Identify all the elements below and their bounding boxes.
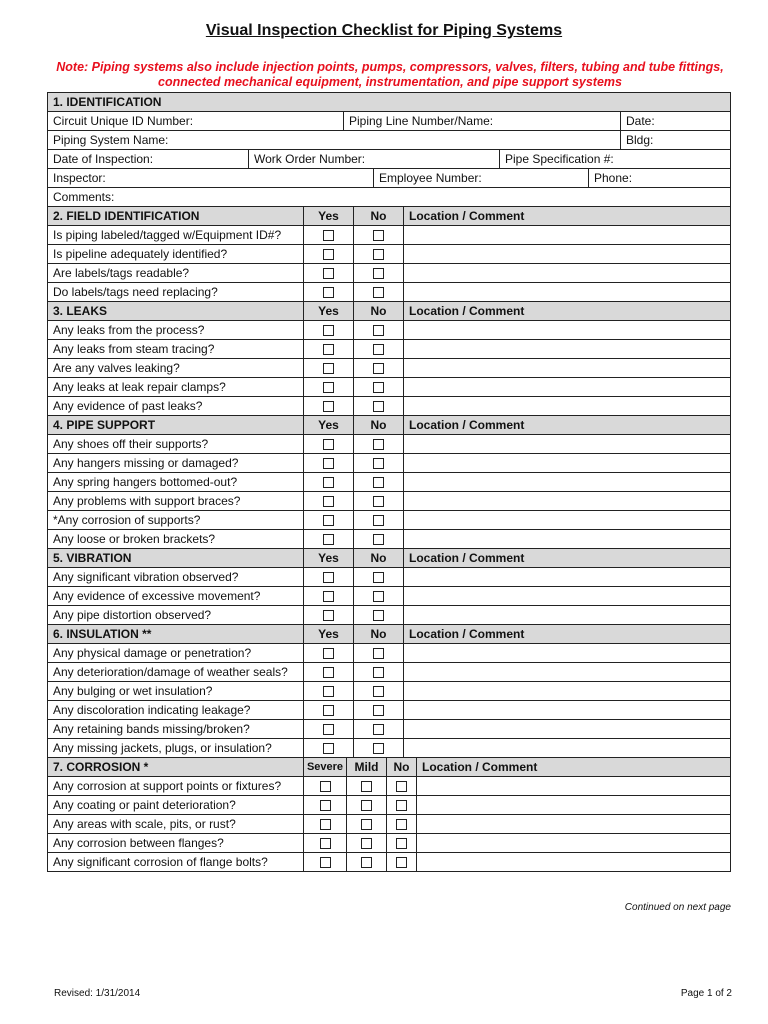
checklist-row <box>47 434 731 454</box>
question-label: Any leaks at leak repair clamps? <box>53 380 226 394</box>
comment-field[interactable] <box>403 245 730 263</box>
checklist-row <box>47 586 731 606</box>
yes-checkbox[interactable] <box>323 724 334 735</box>
no-checkbox[interactable] <box>373 230 384 241</box>
comment-field[interactable] <box>403 435 730 453</box>
system-name-field[interactable]: Piping System Name: <box>53 133 169 147</box>
no-checkbox[interactable] <box>373 249 384 260</box>
checklist-row <box>47 814 731 834</box>
checklist-row <box>47 472 731 492</box>
yes-checkbox[interactable] <box>323 591 334 602</box>
checkbox-cell <box>346 834 386 852</box>
checkbox-cell <box>303 378 353 396</box>
no-checkbox[interactable] <box>373 477 384 488</box>
no-checkbox[interactable] <box>373 458 384 469</box>
comment-field[interactable] <box>403 359 730 377</box>
checkbox-cell <box>303 530 353 548</box>
yes-checkbox[interactable] <box>323 268 334 279</box>
checkbox-cell <box>353 682 403 700</box>
question-label: Do labels/tags need replacing? <box>53 285 218 299</box>
document-title: Visual Inspection Checklist for Piping Systems <box>205 22 563 39</box>
checkbox-cell <box>346 815 386 833</box>
no-checkbox[interactable] <box>373 325 384 336</box>
comment-field[interactable] <box>403 454 730 472</box>
note-text: Note: Piping systems also include injection points, pumps, compressors, valves, filters, tubing and tube fittings, connected mechanical equipment, instrumentation, and pipe support systems <box>56 60 724 89</box>
checkbox-cell <box>303 226 353 244</box>
checkbox-cell <box>386 853 416 871</box>
question-label: Any pipe distortion observed? <box>53 608 212 622</box>
comment-field[interactable] <box>403 340 730 358</box>
checkbox-cell <box>386 796 416 814</box>
no-checkbox[interactable] <box>373 439 384 450</box>
checklist-row <box>47 776 731 796</box>
checkbox-cell <box>303 682 353 700</box>
comment-field[interactable] <box>403 682 730 700</box>
comment-field[interactable] <box>403 530 730 548</box>
checklist-sections <box>47 206 731 872</box>
yes-checkbox[interactable] <box>323 686 334 697</box>
work-order-field[interactable]: Work Order Number: <box>248 150 499 168</box>
yes-checkbox[interactable] <box>323 439 334 450</box>
no-checkbox[interactable] <box>373 515 384 526</box>
checkbox-cell <box>353 587 403 605</box>
question-label: Any discoloration indicating leakage? <box>53 703 251 717</box>
checklist-row <box>47 453 731 473</box>
comment-field[interactable] <box>416 853 730 871</box>
checkbox-cell <box>353 378 403 396</box>
checkbox-cell <box>353 511 403 529</box>
checklist-row <box>47 738 731 758</box>
section-header <box>47 757 731 777</box>
question-label: Any corrosion between flanges? <box>53 836 224 850</box>
column-header-yes: Yes <box>303 625 353 643</box>
checkbox-cell <box>303 245 353 263</box>
checkbox-cell <box>303 473 353 491</box>
comment-field[interactable] <box>403 226 730 244</box>
checkbox-cell <box>353 226 403 244</box>
no-checkbox[interactable] <box>373 287 384 298</box>
question-label: Any evidence of past leaks? <box>53 399 203 413</box>
question-label: Any spring hangers bottomed-out? <box>53 475 238 489</box>
checklist-row <box>47 358 731 378</box>
checkbox-cell <box>303 720 353 738</box>
yes-checkbox[interactable] <box>323 382 334 393</box>
column-header-no: No <box>353 207 403 225</box>
section-title: 1. IDENTIFICATION <box>53 95 162 109</box>
column-header-yes: Yes <box>303 207 353 225</box>
column-header-yes: Yes <box>303 416 353 434</box>
checkbox-cell <box>303 568 353 586</box>
checkbox-cell <box>353 568 403 586</box>
comment-field[interactable] <box>403 606 730 624</box>
section-header <box>47 206 731 226</box>
checkbox-cell <box>303 815 346 833</box>
checkbox-cell <box>303 340 353 358</box>
checklist-row <box>47 567 731 587</box>
yes-checkbox[interactable] <box>323 325 334 336</box>
checkbox-cell <box>353 435 403 453</box>
section-header <box>47 301 731 321</box>
column-header-comment: Location / Comment <box>403 302 730 320</box>
comment-field[interactable] <box>416 796 730 814</box>
continued-note: Continued on next page <box>624 902 731 913</box>
yes-checkbox[interactable] <box>323 363 334 374</box>
no-checkbox[interactable] <box>373 401 384 412</box>
column-header-no: No <box>353 625 403 643</box>
checkbox-cell <box>353 606 403 624</box>
checkbox-cell <box>303 435 353 453</box>
question-label: Is pipeline adequately identified? <box>53 247 228 261</box>
checkbox-cell <box>303 834 346 852</box>
comment-field[interactable] <box>416 777 730 795</box>
checklist-row <box>47 643 731 663</box>
checkbox-cell <box>303 454 353 472</box>
checklist-row <box>47 681 731 701</box>
identification-row <box>47 187 731 207</box>
identification-row <box>47 168 731 188</box>
no-checkbox[interactable] <box>373 534 384 545</box>
mild-checkbox[interactable] <box>361 781 372 792</box>
section-header <box>47 415 731 435</box>
severe-checkbox[interactable] <box>320 819 331 830</box>
no-checkbox[interactable] <box>396 838 407 849</box>
question-label: Any leaks from the process? <box>53 323 205 337</box>
mild-checkbox[interactable] <box>361 838 372 849</box>
checkbox-cell <box>353 492 403 510</box>
comment-field[interactable] <box>403 473 730 491</box>
no-checkbox[interactable] <box>373 686 384 697</box>
question-label: Any hangers missing or damaged? <box>53 456 239 470</box>
question-label: Any corrosion at support points or fixtures? <box>53 779 282 793</box>
checklist-row <box>47 700 731 720</box>
question-label: Any retaining bands missing/broken? <box>53 722 250 736</box>
no-checkbox[interactable] <box>373 743 384 754</box>
no-checkbox[interactable] <box>373 382 384 393</box>
no-checkbox[interactable] <box>396 819 407 830</box>
checkbox-cell <box>303 359 353 377</box>
checkbox-cell <box>346 796 386 814</box>
severe-checkbox[interactable] <box>320 800 331 811</box>
comment-field[interactable] <box>403 587 730 605</box>
identification-row <box>47 149 731 169</box>
date-field[interactable]: Date: <box>620 112 730 130</box>
checkbox-cell <box>386 815 416 833</box>
section-title: 6. INSULATION ** <box>53 627 152 641</box>
checkbox-cell <box>353 720 403 738</box>
line-number-field[interactable]: Piping Line Number/Name: <box>343 112 620 130</box>
checkbox-cell <box>353 321 403 339</box>
checklist-row <box>47 320 731 340</box>
checkbox-cell <box>303 853 346 871</box>
comment-field[interactable] <box>403 397 730 415</box>
checklist-row <box>47 852 731 872</box>
section-title: 7. CORROSION * <box>53 760 149 774</box>
question-label: Is piping labeled/tagged w/Equipment ID#? <box>53 228 282 242</box>
checkbox-cell <box>303 644 353 662</box>
column-header-mild: Mild <box>346 758 386 776</box>
revised-date: Revised: 1/31/2014 <box>54 988 141 999</box>
severe-checkbox[interactable] <box>320 838 331 849</box>
checkbox-cell <box>303 739 353 757</box>
question-label: Any significant vibration observed? <box>53 570 239 584</box>
column-header-comment: Location / Comment <box>403 549 730 567</box>
question-label: Are any valves leaking? <box>53 361 180 375</box>
inspection-date-field[interactable]: Date of Inspection: <box>53 152 154 166</box>
checkbox-cell <box>303 606 353 624</box>
phone-field[interactable]: Phone: <box>588 169 730 187</box>
severe-checkbox[interactable] <box>320 781 331 792</box>
yes-checkbox[interactable] <box>323 534 334 545</box>
checklist-row <box>47 225 731 245</box>
checkbox-cell <box>353 530 403 548</box>
comment-field[interactable] <box>403 663 730 681</box>
question-label: Any areas with scale, pits, or rust? <box>53 817 236 831</box>
checkbox-cell <box>353 359 403 377</box>
no-checkbox[interactable] <box>373 496 384 507</box>
checkbox-cell <box>353 340 403 358</box>
checkbox-cell <box>353 283 403 301</box>
section-title: 2. FIELD IDENTIFICATION <box>53 209 200 223</box>
yes-checkbox[interactable] <box>323 705 334 716</box>
comment-field[interactable] <box>403 568 730 586</box>
no-checkbox[interactable] <box>373 572 384 583</box>
comment-field[interactable] <box>403 739 730 757</box>
checklist-row <box>47 833 731 853</box>
employee-number-field[interactable]: Employee Number: <box>373 169 588 187</box>
checkbox-cell <box>353 397 403 415</box>
yes-checkbox[interactable] <box>323 515 334 526</box>
checklist-row <box>47 396 731 416</box>
mild-checkbox[interactable] <box>361 819 372 830</box>
checklist-row <box>47 339 731 359</box>
comment-field[interactable] <box>416 815 730 833</box>
checkbox-cell <box>353 264 403 282</box>
checkbox-cell <box>386 777 416 795</box>
yes-checkbox[interactable] <box>323 287 334 298</box>
checklist-row <box>47 263 731 283</box>
no-checkbox[interactable] <box>373 648 384 659</box>
question-label: Any missing jackets, plugs, or insulation? <box>53 741 272 755</box>
section-header <box>47 624 731 644</box>
question-label: *Any corrosion of supports? <box>53 513 201 527</box>
comment-field[interactable] <box>403 264 730 282</box>
yes-checkbox[interactable] <box>323 610 334 621</box>
checklist-row <box>47 244 731 264</box>
checkbox-cell <box>353 454 403 472</box>
checklist-row <box>47 377 731 397</box>
yes-checkbox[interactable] <box>323 496 334 507</box>
section-header <box>47 548 731 568</box>
yes-checkbox[interactable] <box>323 458 334 469</box>
identification-row <box>47 111 731 131</box>
question-label: Any deterioration/damage of weather seals? <box>53 665 288 679</box>
question-label: Any loose or broken brackets? <box>53 532 216 546</box>
severe-checkbox[interactable] <box>320 857 331 868</box>
section-title: 4. PIPE SUPPORT <box>53 418 156 432</box>
comment-field[interactable] <box>403 644 730 662</box>
column-header-comment: Location / Comment <box>403 207 730 225</box>
yes-checkbox[interactable] <box>323 743 334 754</box>
identification-row <box>47 130 731 150</box>
checklist-form <box>47 93 731 872</box>
checkbox-cell <box>353 644 403 662</box>
page-number: Page 1 of 2 <box>680 988 732 999</box>
checkbox-cell <box>303 511 353 529</box>
no-checkbox[interactable] <box>373 363 384 374</box>
checkbox-cell <box>353 245 403 263</box>
checkbox-cell <box>386 834 416 852</box>
column-header-comment: Location / Comment <box>403 416 730 434</box>
checkbox-cell <box>303 701 353 719</box>
checkbox-cell <box>303 587 353 605</box>
question-label: Any bulging or wet insulation? <box>53 684 213 698</box>
question-label: Any coating or paint deterioration? <box>53 798 236 812</box>
question-label: Any problems with support braces? <box>53 494 241 508</box>
yes-checkbox[interactable] <box>323 344 334 355</box>
no-checkbox[interactable] <box>373 724 384 735</box>
question-label: Any shoes off their supports? <box>53 437 209 451</box>
checkbox-cell <box>353 701 403 719</box>
no-checkbox[interactable] <box>373 591 384 602</box>
no-checkbox[interactable] <box>373 610 384 621</box>
checklist-row <box>47 795 731 815</box>
comment-field[interactable] <box>403 492 730 510</box>
checkbox-cell <box>353 473 403 491</box>
comments-field[interactable]: Comments: <box>53 190 115 204</box>
checkbox-cell <box>303 492 353 510</box>
yes-checkbox[interactable] <box>323 572 334 583</box>
comment-field[interactable] <box>403 321 730 339</box>
checkbox-cell <box>353 663 403 681</box>
column-header-no: No <box>353 549 403 567</box>
checkbox-cell <box>303 321 353 339</box>
checkbox-cell <box>303 283 353 301</box>
column-header-yes: Yes <box>303 302 353 320</box>
yes-checkbox[interactable] <box>323 230 334 241</box>
checklist-row <box>47 662 731 682</box>
yes-checkbox[interactable] <box>323 648 334 659</box>
no-checkbox[interactable] <box>396 800 407 811</box>
bldg-field[interactable]: Bldg: <box>620 131 730 149</box>
checkbox-cell <box>346 853 386 871</box>
circuit-id-field[interactable]: Circuit Unique ID Number: <box>53 114 194 128</box>
column-header-no: No <box>353 416 403 434</box>
mild-checkbox[interactable] <box>361 857 372 868</box>
checkbox-cell <box>303 777 346 795</box>
column-header-no: No <box>353 302 403 320</box>
yes-checkbox[interactable] <box>323 667 334 678</box>
question-label: Any leaks from steam tracing? <box>53 342 215 356</box>
checklist-row <box>47 282 731 302</box>
checkbox-cell <box>353 739 403 757</box>
yes-checkbox[interactable] <box>323 401 334 412</box>
column-header-no: No <box>386 758 416 776</box>
mild-checkbox[interactable] <box>361 800 372 811</box>
inspector-field[interactable]: Inspector: <box>53 171 106 185</box>
checklist-row <box>47 605 731 625</box>
checkbox-cell <box>303 397 353 415</box>
comment-field[interactable] <box>403 511 730 529</box>
question-label: Any significant corrosion of flange bolts? <box>53 855 268 869</box>
comment-field[interactable] <box>403 378 730 396</box>
question-label: Any physical damage or penetration? <box>53 646 252 660</box>
checkbox-cell <box>303 663 353 681</box>
yes-checkbox[interactable] <box>323 477 334 488</box>
no-checkbox[interactable] <box>373 667 384 678</box>
checkbox-cell <box>303 796 346 814</box>
column-header-severe: Severe <box>303 758 346 776</box>
checklist-row <box>47 510 731 530</box>
identification-header <box>47 92 731 112</box>
column-header-comment: Location / Comment <box>403 625 730 643</box>
question-label: Any evidence of excessive movement? <box>53 589 261 603</box>
no-checkbox[interactable] <box>373 705 384 716</box>
section-title: 3. LEAKS <box>53 304 108 318</box>
comment-field[interactable] <box>403 283 730 301</box>
checklist-row <box>47 719 731 739</box>
yes-checkbox[interactable] <box>323 249 334 260</box>
comment-field[interactable] <box>403 720 730 738</box>
comment-field[interactable] <box>416 834 730 852</box>
pipe-spec-field[interactable]: Pipe Specification #: <box>499 150 730 168</box>
column-header-yes: Yes <box>303 549 353 567</box>
no-checkbox[interactable] <box>373 268 384 279</box>
checklist-row <box>47 529 731 549</box>
section-title: 5. VIBRATION <box>53 551 132 565</box>
checkbox-cell <box>303 264 353 282</box>
column-header-comment: Location / Comment <box>416 758 730 776</box>
no-checkbox[interactable] <box>396 781 407 792</box>
no-checkbox[interactable] <box>373 344 384 355</box>
checkbox-cell <box>346 777 386 795</box>
comment-field[interactable] <box>403 701 730 719</box>
checklist-row <box>47 491 731 511</box>
question-label: Are labels/tags readable? <box>53 266 190 280</box>
no-checkbox[interactable] <box>396 857 407 868</box>
